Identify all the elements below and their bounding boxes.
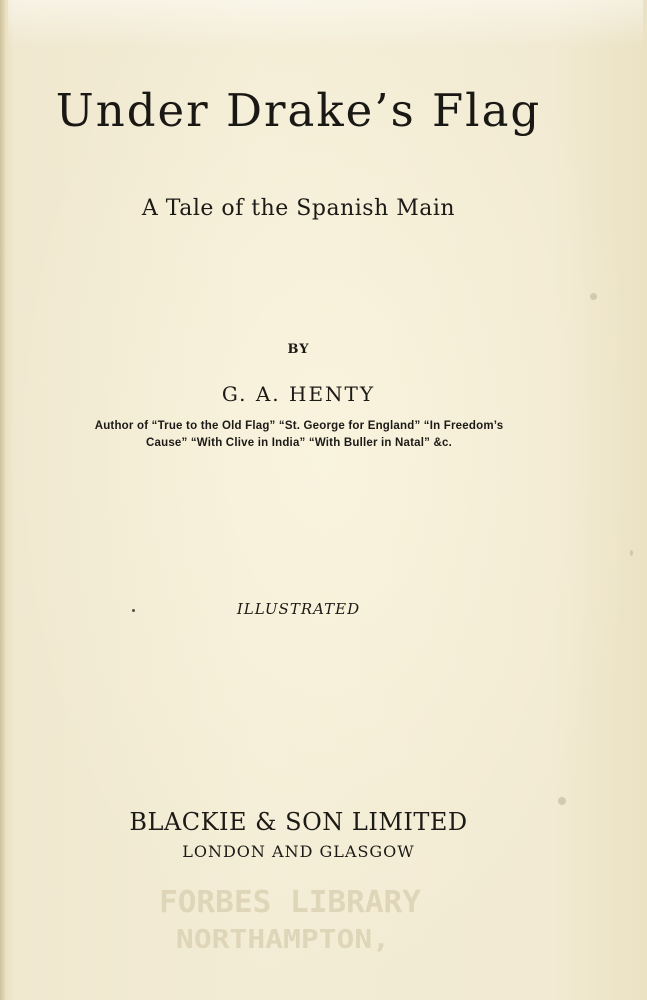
illustrated-label: ILLUSTRATED <box>236 600 361 618</box>
book-subtitle: A Tale of the Spanish Main <box>141 196 456 221</box>
publisher-name: BLACKIE & SON LIMITED <box>129 808 468 836</box>
publisher-place: LONDON AND GLASGOW <box>182 842 415 861</box>
library-stamp <box>150 882 430 960</box>
author-other-works <box>44 418 554 452</box>
by-label: BY <box>287 342 310 357</box>
book-title: Under Drake’s Flag <box>55 84 542 137</box>
library-stamp-line-2: NORTHAMPTON, <box>176 925 390 955</box>
library-stamp-line-1: FORBES LIBRARY <box>159 885 421 920</box>
author-note-line-2: Cause” “With Clive in India” “With Buller in Natal” &c. <box>146 437 452 449</box>
author-note-line-1: Author of “True to the Old Flag” “St. George for England” “In Freedom’s <box>94 420 504 432</box>
page-top-highlight <box>8 0 643 48</box>
paper-speck <box>590 293 597 300</box>
paper-speck <box>558 797 566 805</box>
paper-speck <box>630 550 633 556</box>
author-name: G. A. HENTY <box>221 382 376 406</box>
